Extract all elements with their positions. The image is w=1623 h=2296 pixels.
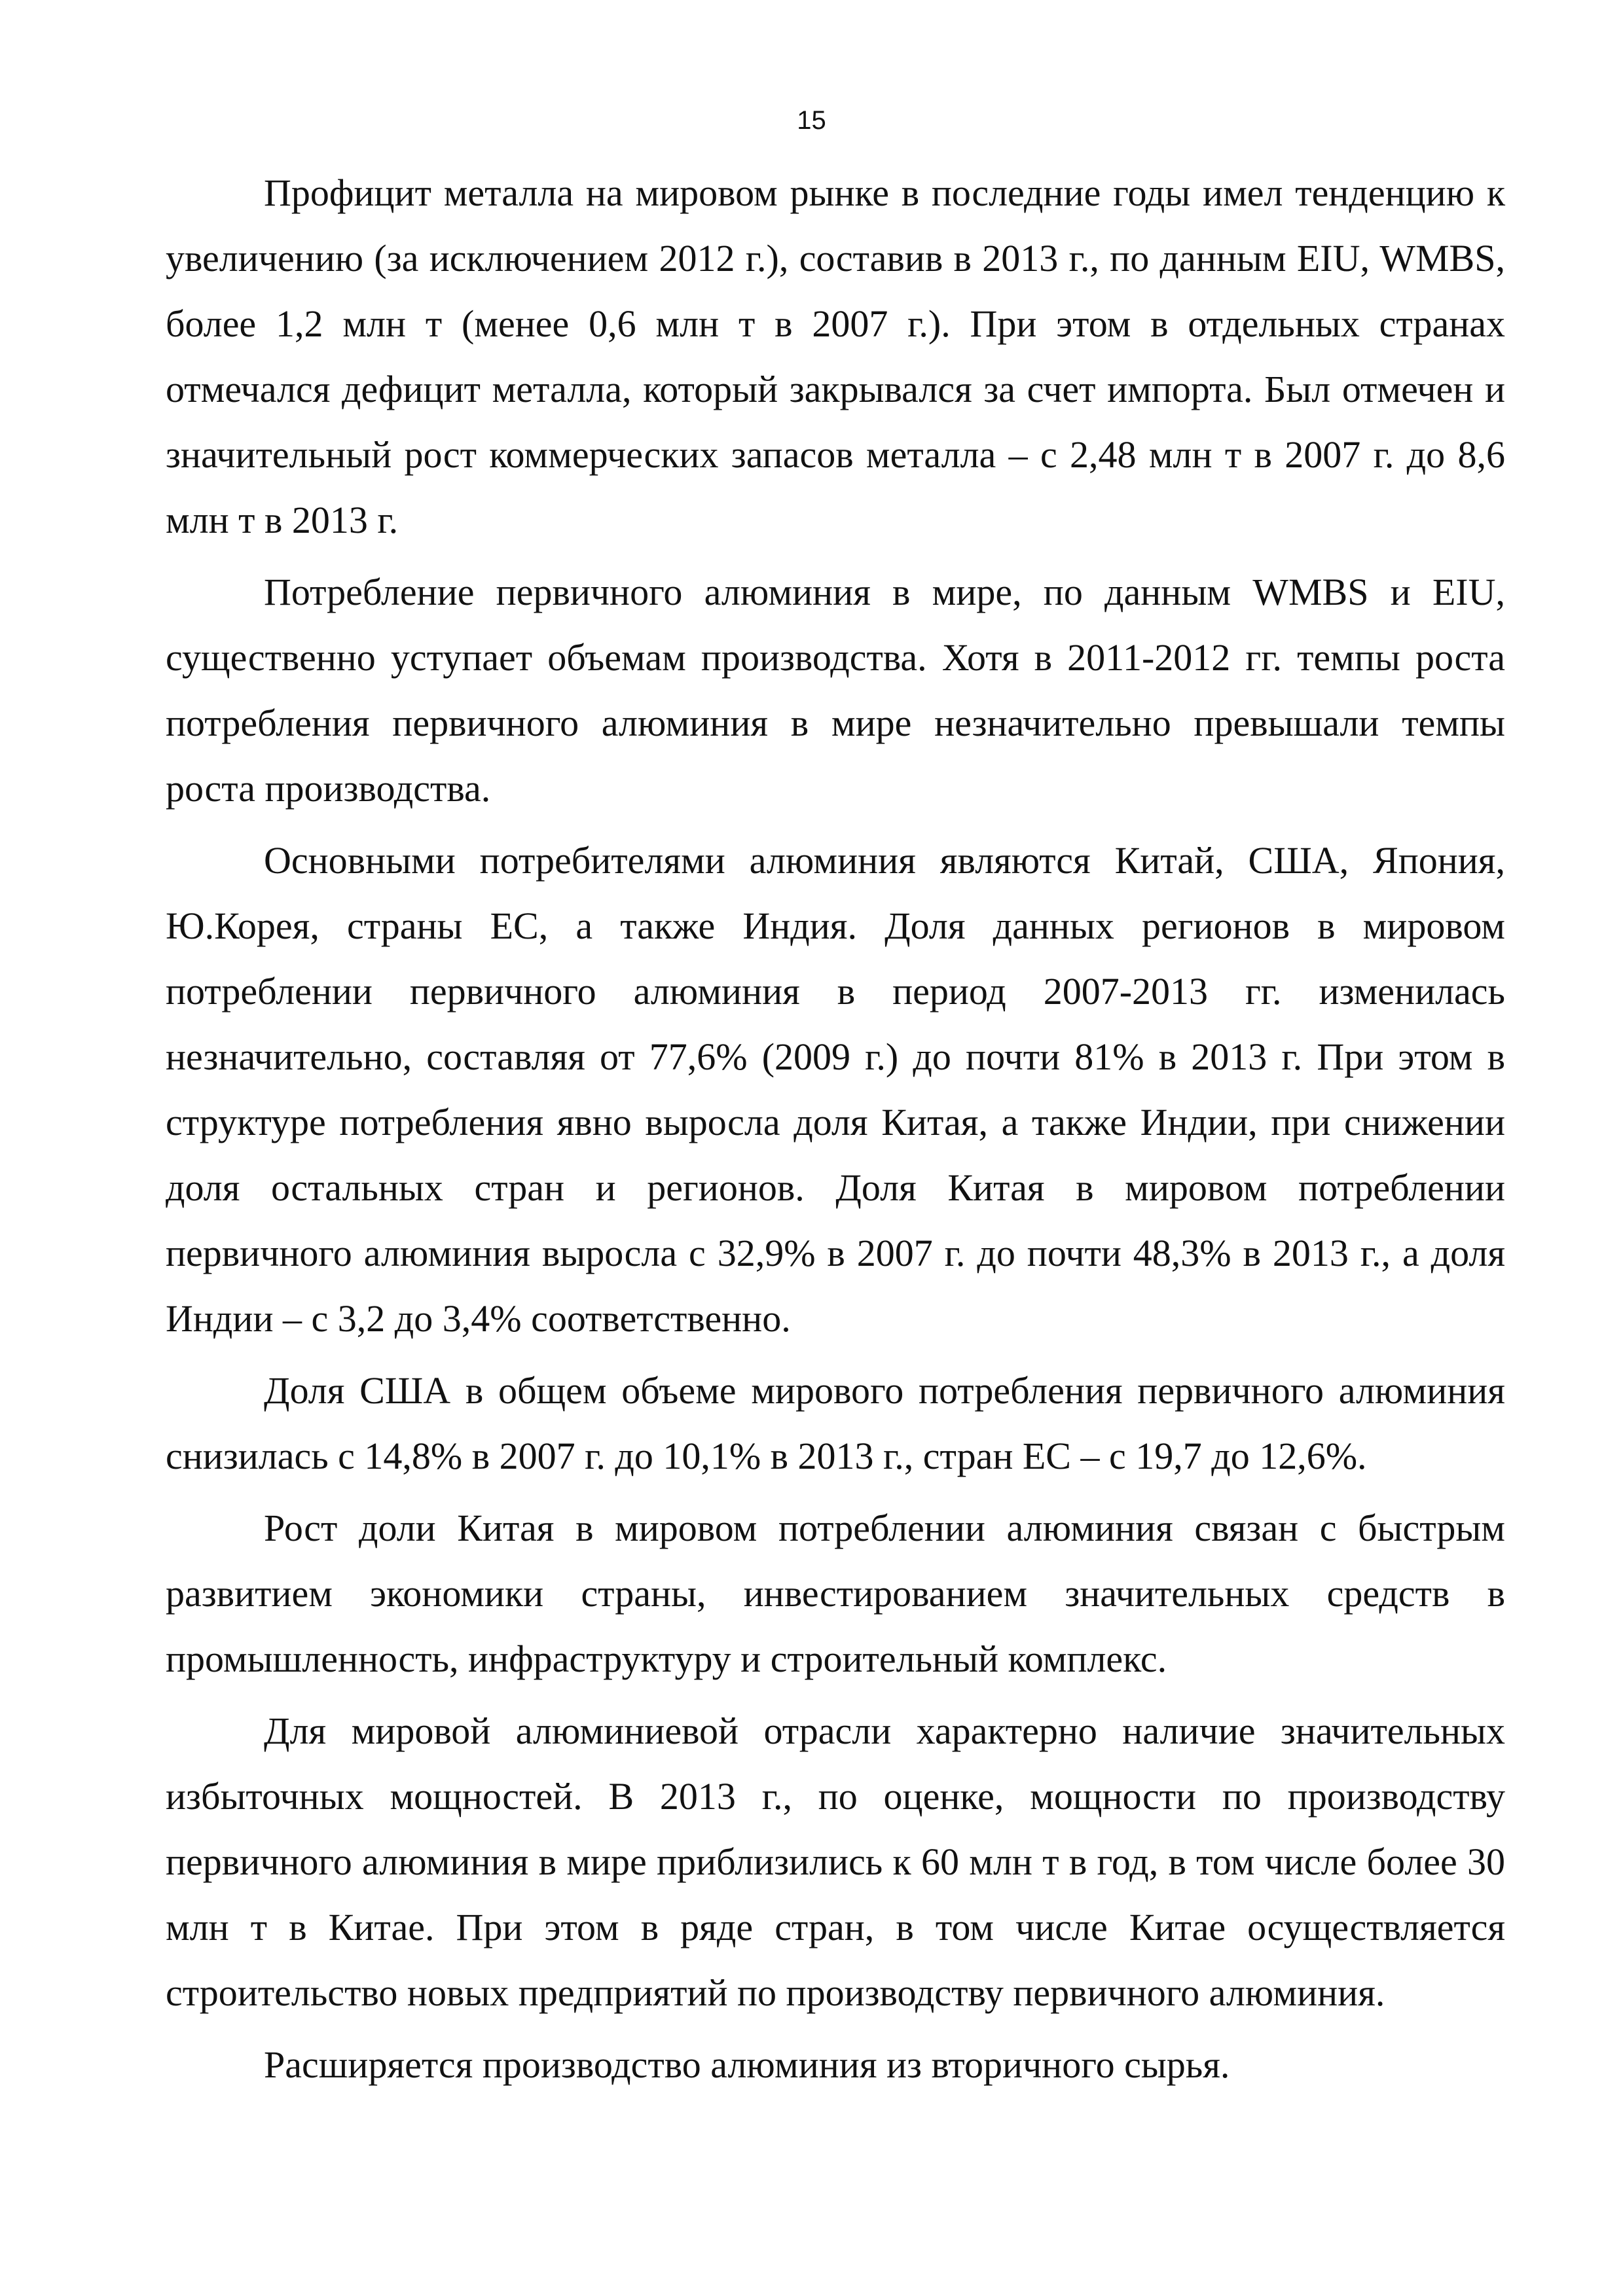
paragraph-china-growth: Рост доли Китая в мировом потреблении алюминия связан с быстрым развитием экономики страны, инвестированием значительных средств в промышленность, инфраструктуру и строительный комплекс. bbox=[166, 1507, 1505, 1680]
paragraph-secondary-aluminium: Расширяется производство алюминия из вторичного сырья. bbox=[264, 2043, 1230, 2086]
paragraph-metal-surplus: Профицит металла на мировом рынке в последние годы имел тенденцию к увеличению (за исключением 2012 г.), составив в 2013 г., по данным EIU, WMBS, более 1,2 млн т (менее 0,6 млн т в 2007 г.). При этом в отдельных странах отмечался дефицит металла, который закрывался за счет импорта. Был отмечен и значительный рост коммерческих запасов металла – с 2,48 млн т в 2007 г. до 8,6 млн т в 2013 г. bbox=[166, 171, 1505, 541]
paragraph-consumption-vs-production: Потребление первичного алюминия в мире, по данным WMBS и EIU, существенно уступает объемам производства. Хотя в 2011-2012 гг. темпы роста потребления первичного алюминия в мире незначительно превышали темпы роста производства. bbox=[166, 571, 1505, 810]
paragraph-excess-capacity: Для мировой алюминиевой отрасли характерно наличие значительных избыточных мощностей. В 2013 г., по оценке, мощности по производству первичного алюминия в мире приблизились к 60 млн т в год, в том числе более 30 млн т в Китае. При этом в ряде стран, в том числе Китае осуществляется строительство новых предприятий по производству первичного алюминия. bbox=[166, 1710, 1505, 2014]
paragraph-main-consumers: Основными потребителями алюминия являются Китай, США, Япония, Ю.Корея, страны ЕС, а также Индия. Доля данных регионов в мировом потреблении первичного алюминия в период 2007-2013 гг. изменилась незначительно, составляя от 77,6% (2009 г.) до почти 81% в 2013 г. При этом в структуре потребления явно выросла доля Китая, а также Индии, при снижении доля остальных стран и регионов. Доля Китая в мировом потреблении первичного алюминия выросла с 32,9% в 2007 г. до почти 48,3% в 2013 г., а доля Индии – с 3,2 до 3,4% соответственно. bbox=[166, 839, 1505, 1340]
paragraph-usa-eu-share: Доля США в общем объеме мирового потребления первичного алюминия снизилась с 14,8% в 2007 г. до 10,1% в 2013 г., стран ЕС – с 19,7 до 12,6%. bbox=[166, 1369, 1505, 1477]
body-text bbox=[166, 160, 1505, 2104]
page-number: 15 bbox=[797, 106, 826, 135]
